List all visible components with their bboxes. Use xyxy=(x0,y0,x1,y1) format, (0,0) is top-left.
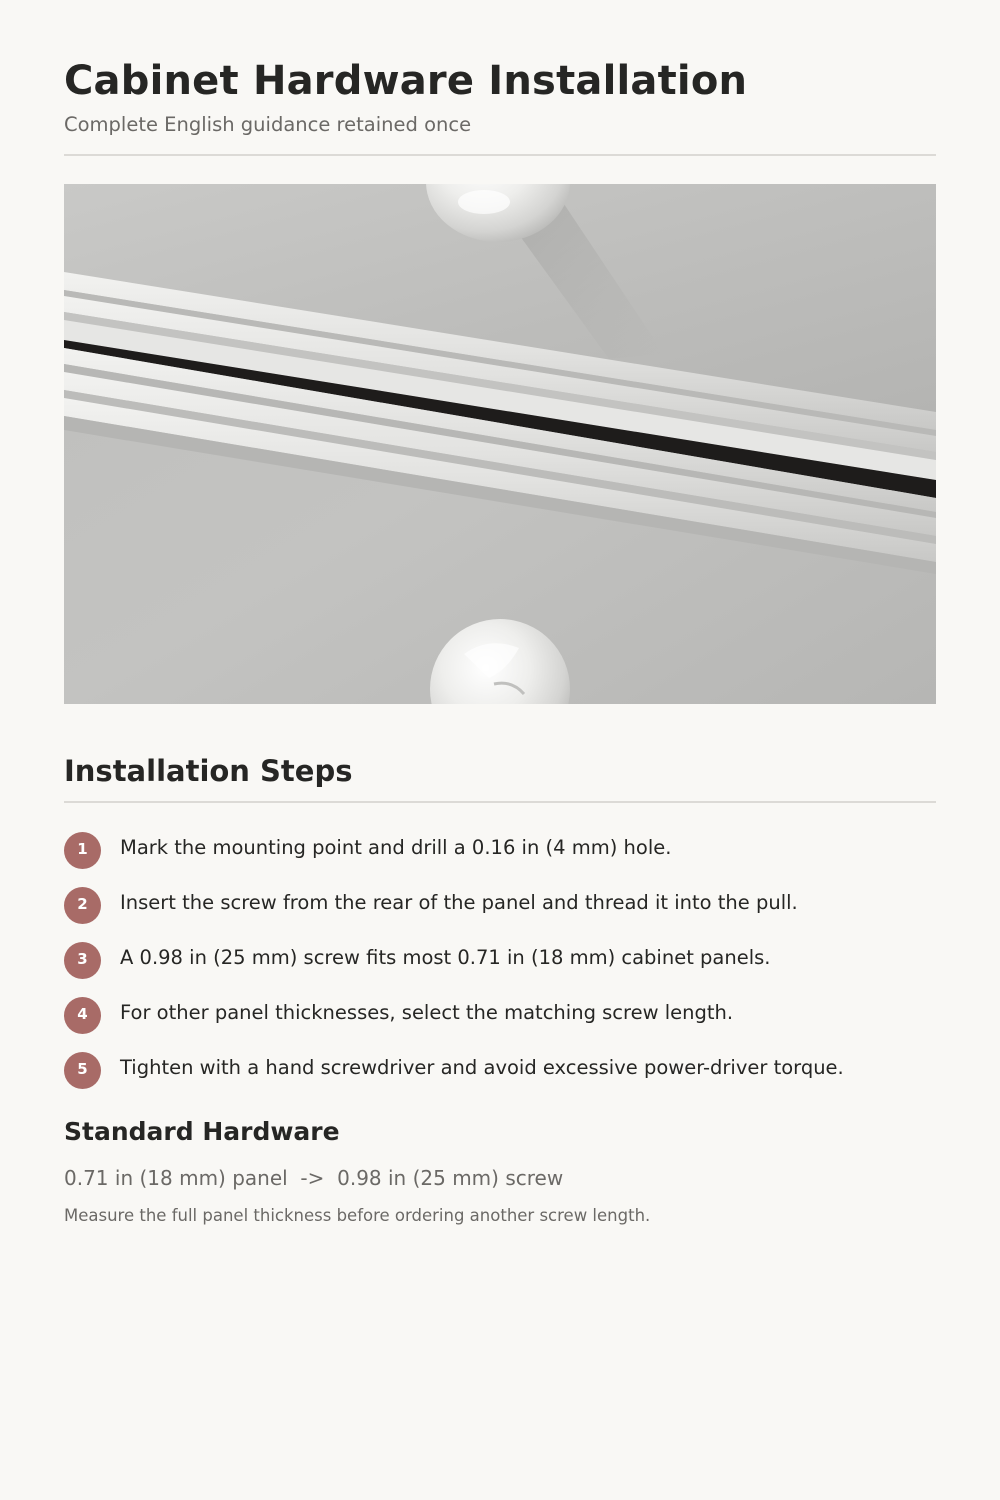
step-item xyxy=(64,996,936,1051)
step-number-badge: 1 xyxy=(64,832,101,869)
step-text: Tighten with a hand screwdriver and avoid excessive power-driver torque. xyxy=(120,1056,844,1079)
page-subtitle: Complete English guidance retained once xyxy=(64,113,472,136)
step-number-badge: 5 xyxy=(64,1052,101,1089)
step-item xyxy=(64,831,936,886)
page-title: Cabinet Hardware Installation xyxy=(64,58,748,104)
step-number-badge: 2 xyxy=(64,887,101,924)
step-item xyxy=(64,1051,936,1106)
step-number-badge: 4 xyxy=(64,997,101,1034)
step-text: For other panel thicknesses, select the matching screw length. xyxy=(120,1001,734,1024)
step-text: Mark the mounting point and drill a 0.16 in (4 mm) hole. xyxy=(120,836,672,859)
title-divider xyxy=(64,154,936,156)
hardware-note: Measure the full panel thickness before ordering another screw length. xyxy=(64,1206,651,1225)
step-item xyxy=(64,886,936,941)
step-text: A 0.98 in (25 mm) screw fits most 0.71 in (18 mm) cabinet panels. xyxy=(120,946,771,969)
step-number-badge: 3 xyxy=(64,942,101,979)
hardware-spec: 0.71 in (18 mm) panel -> 0.98 in (25 mm) screw xyxy=(64,1166,564,1190)
step-item xyxy=(64,941,936,996)
hardware-heading: Standard Hardware xyxy=(64,1117,340,1146)
steps-list xyxy=(64,831,936,1106)
steps-heading: Installation Steps xyxy=(64,754,353,788)
step-text: Insert the screw from the rear of the panel and thread it into the pull. xyxy=(120,891,798,914)
steps-divider xyxy=(64,801,936,803)
product-photo xyxy=(64,184,936,704)
